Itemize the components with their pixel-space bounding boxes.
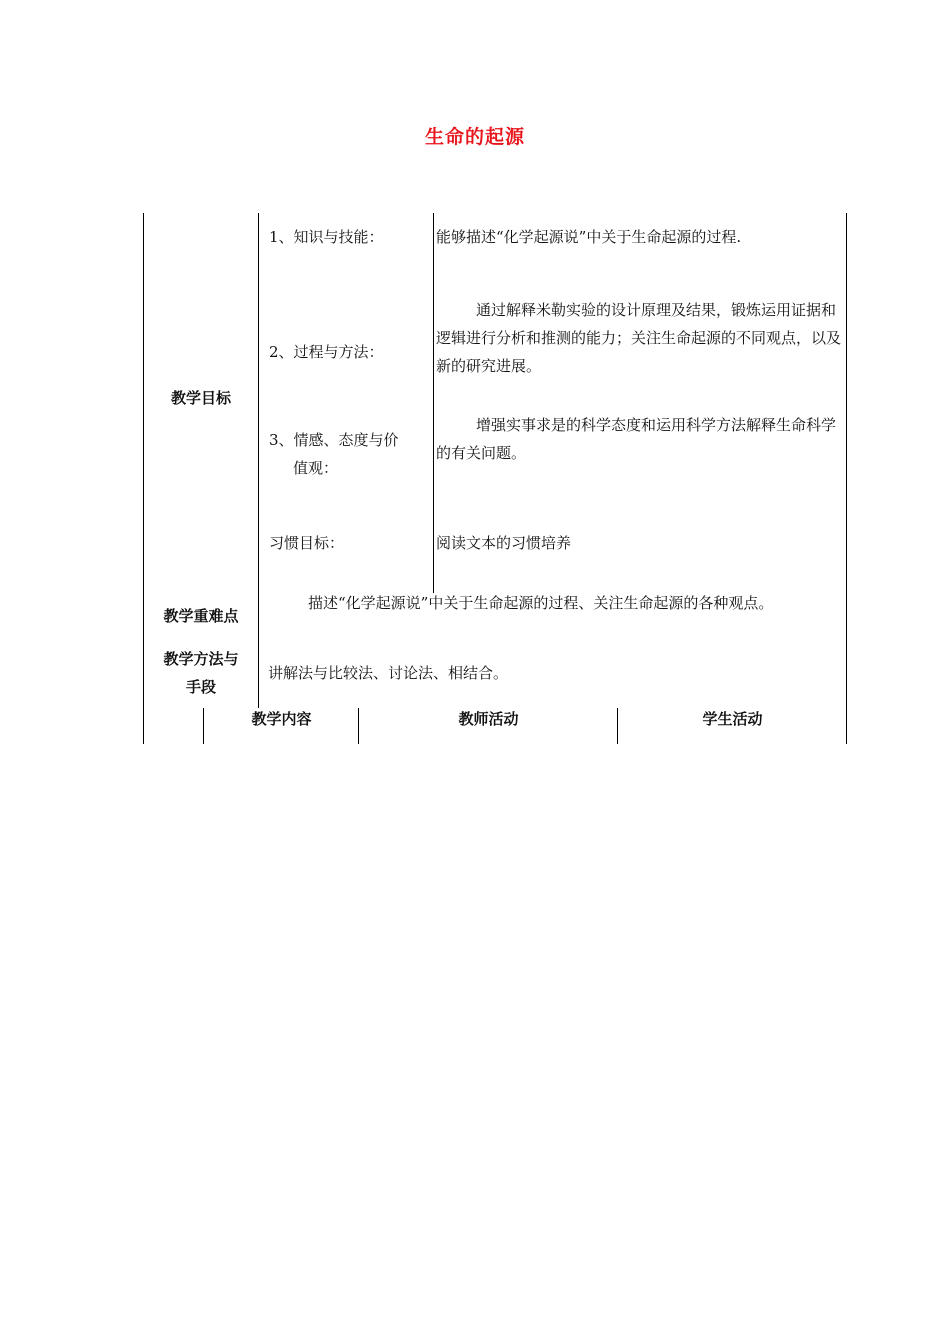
- column-divider-2: [358, 708, 359, 744]
- column-header-content: 教学内容: [251, 710, 312, 728]
- column-header-teacher: 教师活动: [458, 710, 519, 728]
- emotion-label-line1: 3、情感、态度与价: [269, 431, 399, 449]
- knowledge-label: 1、知识与技能：: [269, 228, 384, 246]
- table-left-border: [143, 213, 144, 744]
- page-title: 生命的起源: [424, 126, 525, 148]
- knowledge-text: 能够描述“化学起源说”中关于生命起源的过程.: [436, 228, 742, 246]
- habit-text: 阅读文本的习惯培养: [436, 534, 572, 552]
- column-header-student: 学生活动: [702, 710, 763, 728]
- emotion-text: 增强实事求是的科学态度和运用科学方法解释生命科学的有关问题。: [436, 416, 837, 462]
- emotion-label-line2: 值观：: [293, 459, 339, 477]
- key-points-label: 教学重难点: [163, 607, 239, 625]
- methods-label-line2: 手段: [185, 678, 216, 696]
- habit-label: 习惯目标：: [269, 534, 345, 552]
- label-column-divider: [258, 213, 259, 708]
- column-divider-3: [617, 708, 618, 744]
- objective-column-divider: [433, 213, 434, 593]
- key-points-text: 描述“化学起源说”中关于生命起源的过程、关注生命起源的各种观点。: [308, 594, 774, 612]
- table-right-border: [846, 213, 847, 744]
- column-divider-1: [203, 708, 204, 744]
- methods-label-line1: 教学方法与: [163, 650, 239, 668]
- process-label: 2、过程与方法：: [269, 343, 384, 361]
- objectives-label: 教学目标: [170, 389, 231, 407]
- process-text: 通过解释米勒实验的设计原理及结果，锻炼运用证据和逻辑进行分析和推测的能力；关注生命起源的不同观点，以及新的研究进展。: [436, 301, 842, 375]
- methods-text: 讲解法与比较法、讨论法、相结合。: [268, 664, 509, 682]
